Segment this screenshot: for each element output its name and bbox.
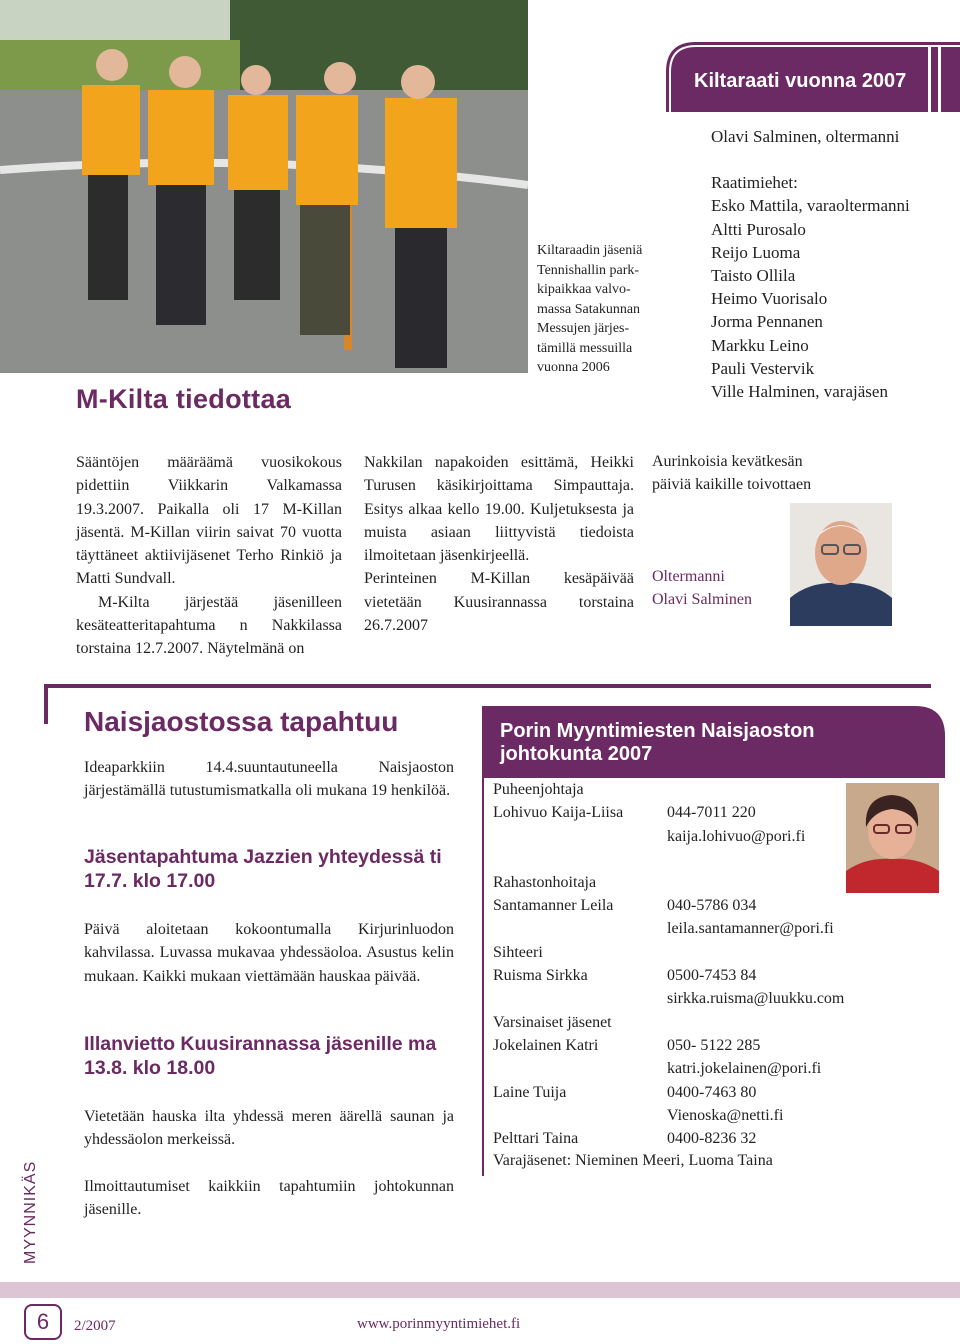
raatimiehet-label: Raatimiehet: bbox=[711, 173, 798, 193]
council-member: Esko Mattila, varaoltermanni bbox=[711, 196, 910, 216]
portrait-kaija-liisa-lohivuo bbox=[846, 783, 939, 893]
role-label: Puheenjohtaja bbox=[493, 781, 584, 798]
board-member-row: Jokelainen Katri 050- 5122 285 bbox=[493, 1036, 761, 1054]
council-member: Taisto Ollila bbox=[711, 266, 796, 286]
mkilta-column-1 bbox=[76, 451, 342, 661]
naisjaosto-intro: Ideaparkkiin 14.4.suuntautuneella Naisjaoston järjestämällä tutustumismatkalla oli mukana 19 henkilöä. bbox=[84, 759, 454, 800]
footer-band bbox=[0, 1282, 960, 1298]
section-divider bbox=[44, 684, 931, 688]
signature-name: Olavi Salminen bbox=[652, 590, 752, 608]
mkilta-title: M-Kilta tiedottaa bbox=[76, 384, 292, 414]
email: Vienoska@netti.fi bbox=[667, 1106, 784, 1124]
board-member-row: Pelttari Taina 0400-8236 32 bbox=[493, 1130, 757, 1148]
oltermanni-line: Olavi Salminen, oltermanni bbox=[711, 127, 900, 146]
council-member: Pauli Vestervik bbox=[711, 358, 815, 378]
event2-title: Illanvietto Kuusirannassa jäsenille ma 13.8. klo 18.00 bbox=[84, 1033, 437, 1079]
email: katri.jokelainen@pori.fi bbox=[667, 1060, 822, 1078]
council-member: Reijo Luoma bbox=[711, 242, 801, 262]
mkilta-column-2 bbox=[364, 451, 634, 637]
mkilta-paragraph: Perinteinen M-Killan kesäpäivää vietetään Kuusirannassa torstaina 26.7.2007 bbox=[364, 570, 634, 635]
signature-title: Oltermanni bbox=[652, 568, 725, 585]
email: sirkka.ruisma@luukku.com bbox=[667, 990, 845, 1008]
council-member: Markku Leino bbox=[711, 335, 809, 355]
mkilta-paragraph: Sääntöjen määräämä vuosikokous pidettiin Viikkarin Valkamassa 19.3.2007. Paikalla oli 17 M-Killan jäsentä. M-Killan viirin saivat 70 vuotta täyttäneet aktiivijäsenet Terho Rinkiö ja Matti Sundvall. bbox=[76, 454, 342, 588]
council-member: Jorma Pennanen bbox=[711, 312, 823, 332]
board-member-row: Ruisma Sirkka 0500-7453 84 bbox=[493, 967, 757, 985]
role-label: Varsinaiset jäsenet bbox=[493, 1013, 612, 1031]
council-member: Ville Halminen, varajäsen bbox=[711, 382, 888, 402]
greeting: Aurinkoisia kevätkesän päiviä kaikille toivottaen bbox=[652, 453, 812, 493]
group-photo bbox=[0, 0, 528, 373]
mkilta-paragraph: M-Kilta järjestää jäsenilleen kesäteatteritapahtuma n Nakkilassa torstaina 12.7.2007. Näytelmänä on bbox=[76, 593, 342, 658]
board-rule bbox=[482, 776, 484, 1176]
issue-number: 2/2007 bbox=[74, 1318, 116, 1334]
board-member-row: Laine Tuija 0400-7463 80 bbox=[493, 1083, 757, 1101]
council-member: Altti Purosalo bbox=[711, 219, 806, 239]
magazine-side-label: MYYNNIKÄS bbox=[22, 1160, 39, 1264]
mkilta-paragraph: Nakkilan napakoiden esittämä, Heikki Turusen käsikirjoittama Simpauttaja. Esitys alkaa kello 19.00. Kuljetuksesta ja muista asiaan liittyvistä tiedoista ilmoitetaan jäsenkirjeellä. bbox=[364, 454, 634, 565]
event1-title: Jäsentapahtuma Jazzien yhteydessä ti 17.7. klo 17.00 bbox=[84, 846, 442, 892]
event2-text: Vietetään hauska ilta yhdessä meren äärellä saunan ja yhdessäolon merkeissä. bbox=[84, 1108, 454, 1149]
naisjaosto-title: Naisjaostossa tapahtuu bbox=[84, 706, 399, 737]
board-member-row: Santamanner Leila 040-5786 034 bbox=[493, 897, 757, 915]
kiltaraati-header bbox=[666, 42, 960, 112]
board-reserve-members: Varajäsenet: Nieminen Meeri, Luoma Taina bbox=[493, 1152, 773, 1169]
page-number: 6 bbox=[24, 1304, 62, 1340]
event1-text: Päivä aloitetaan kokoontumalla Kirjurinluodon kahvilassa. Luvassa mukavaa yhdessäoloa. Asustus kelin mukaan. Kaikki mukaan viettämään hauskaa päivää. bbox=[84, 921, 454, 985]
email: kaija.lohivuo@pori.fi bbox=[667, 827, 806, 845]
role-label: Sihteeri bbox=[493, 943, 543, 961]
section-divider-corner bbox=[44, 684, 48, 724]
council-member: Heimo Vuorisalo bbox=[711, 289, 828, 309]
photo-caption: Kiltaraadin jäseniä Tennishallin park- kipaikkaa valvo- massa Satakunnan Messujen järjes- tämillä messuilla vuonna 2006 bbox=[537, 243, 643, 375]
board-list bbox=[493, 778, 853, 1150]
board-header bbox=[482, 706, 945, 778]
portrait-olavi-salminen bbox=[790, 503, 892, 626]
role-label: Rahastonhoitaja bbox=[493, 873, 597, 891]
board-title: Porin Myyntimiesten Naisjaoston johtokunta 2007 bbox=[500, 720, 815, 765]
council-list bbox=[711, 125, 960, 403]
board-member-row: Lohivuo Kaija-Liisa 044-7011 220 bbox=[493, 804, 756, 822]
email: leila.santamanner@pori.fi bbox=[667, 920, 834, 938]
website-link[interactable]: www.porinmyyntimiehet.fi bbox=[357, 1316, 521, 1332]
registration-note: Ilmoittautumiset kaikkiin tapahtumiin johtokunnan jäsenille. bbox=[84, 1178, 454, 1219]
kiltaraati-title: Kiltaraati vuonna 2007 bbox=[694, 70, 907, 92]
